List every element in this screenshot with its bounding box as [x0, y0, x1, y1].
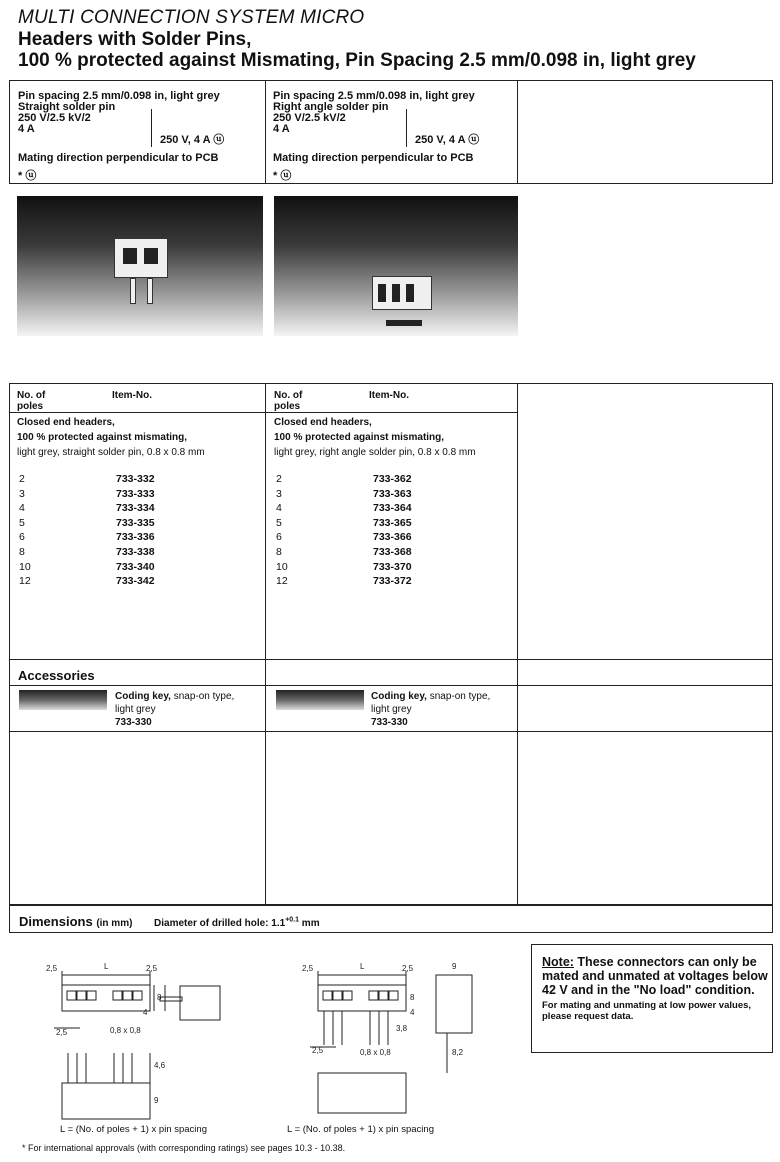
group-description: Closed end headers, 100 % protected against mismating, light grey, straight solder pin, 0.8 x 0.8 mm: [17, 417, 205, 458]
footnote: * For international approvals (with corresponding ratings) see pages 10.3 - 10.38.: [22, 1143, 346, 1153]
dim-label: 0,8 x 0,8: [360, 1048, 391, 1057]
accessories-heading: Accessories: [18, 668, 95, 683]
dim-label: 2,5: [56, 1028, 68, 1037]
dim-label: 2,5: [302, 964, 314, 973]
table-row: 3 733-363: [276, 487, 412, 500]
dim-label: 8: [157, 993, 162, 1002]
spec-line: 4 A: [273, 123, 290, 135]
product-photo-straight: [17, 196, 263, 336]
spec-line: 250 V/2.5 kV/2: [273, 112, 346, 124]
coding-key-photo: [19, 690, 107, 710]
table-row: 4 733-334: [19, 502, 155, 515]
spec-approval: * ⓤ: [273, 170, 292, 182]
note-small: For mating and unmating at low power values, please request data.: [542, 1000, 752, 1022]
dimensions-heading: Dimensions (in mm) Diameter of drilled hole: $1.1^{+0.1}$ mm: [19, 914, 320, 929]
spec-line: 4 A: [18, 123, 35, 135]
item-rows-right-angle: [276, 472, 476, 589]
table-row: 2 733-362: [276, 473, 412, 485]
item-rows-straight: [19, 472, 219, 589]
table-row: 4 733-364: [276, 502, 412, 515]
dim-label: 3,8: [396, 1024, 408, 1033]
accessory-item: Coding key, snap-on type, light grey 733-330: [371, 691, 491, 728]
spec-straight: [18, 90, 258, 182]
title-line-1: Headers with Solder Pins,: [18, 29, 252, 50]
dim-label: 8,2: [452, 1048, 464, 1057]
spec-line: 250 V/2.5 kV/2: [18, 112, 91, 124]
table-row: 6 733-366: [276, 531, 412, 544]
drill-hole-spec: Diameter of drilled hole: $1.1^{+0.1}$ mm: [154, 916, 320, 929]
product-photo-right-angle: [274, 196, 518, 336]
spec-rating: 250 V, 4 A ⓤ: [160, 134, 225, 146]
table-row: 8 733-368: [276, 545, 412, 558]
spec-mating: Mating direction perpendicular to PCB: [18, 152, 219, 164]
table-row: 6 733-336: [19, 531, 155, 544]
dim-label: 4: [143, 1008, 148, 1017]
col-header-poles: No. of poles: [17, 390, 46, 412]
formula-left: L = (No. of poles + 1) x pin spacing: [60, 1124, 207, 1135]
dim-label: 2,5: [312, 1046, 324, 1055]
table-row: 5 733-335: [19, 516, 155, 529]
table-row: 2 733-332: [19, 473, 155, 485]
table-row: 3 733-333: [19, 487, 155, 500]
dim-label: L: [104, 962, 109, 971]
dim-label: 8: [410, 993, 415, 1002]
dim-label: 2,5: [46, 964, 58, 973]
spec-rating: 250 V, 4 A ⓤ: [415, 134, 480, 146]
spec-approval: * ⓤ: [18, 170, 37, 182]
dim-label: 4: [410, 1008, 415, 1017]
page-title: [18, 29, 768, 71]
table-row: 12 733-372: [276, 575, 412, 588]
table-row: 5 733-365: [276, 516, 412, 529]
spec-line: Pin spacing 2.5 mm/0.098 in, light grey: [18, 90, 220, 102]
dim-label: 4,6: [154, 1061, 166, 1070]
spec-mating: Mating direction perpendicular to PCB: [273, 152, 474, 164]
col-header-item: Item-No.: [369, 390, 409, 401]
dim-label: 9: [154, 1096, 159, 1105]
note-text: These connectors can only be mated and unmated at voltages below 42 V and in the "No load" condition.: [542, 955, 768, 997]
dim-label: 2,5: [402, 964, 414, 973]
dim-label: L: [360, 962, 365, 971]
dim-label: 9: [452, 962, 457, 971]
coding-key-photo: [276, 690, 364, 710]
dimension-drawing-right-angle: [296, 955, 496, 1130]
spec-line: Pin spacing 2.5 mm/0.098 in, light grey: [273, 90, 475, 102]
dim-label: 0,8 x 0,8: [110, 1026, 141, 1035]
group-description: Closed end headers, 100 % protected against mismating, light grey, right angle solder pin, 0.8 x 0.8 mm: [274, 417, 476, 458]
spec-line: Straight solder pin: [18, 101, 116, 113]
col-header-item: Item-No.: [112, 390, 152, 401]
table-row: 10 733-340: [19, 560, 155, 573]
table-row: 8 733-338: [19, 545, 155, 558]
formula-right: L = (No. of poles + 1) x pin spacing: [287, 1124, 434, 1135]
table-row: 12 733-342: [19, 575, 155, 588]
dim-label: 2,5: [146, 964, 158, 973]
accessory-item: Coding key, snap-on type, light grey 733-330: [115, 691, 235, 728]
note-label: Note:: [542, 955, 574, 969]
table-row: 10 733-370: [276, 560, 412, 573]
spec-line: Right angle solder pin: [273, 101, 389, 113]
spec-right-angle: [273, 90, 513, 182]
item-table: [9, 383, 773, 905]
title-line-2: 100 % protected against Mismating, Pin Spacing 2.5 mm/0.098 in, light grey: [18, 50, 696, 71]
col-header-poles: No. of poles: [274, 390, 303, 412]
dimension-drawing-straight: [40, 955, 240, 1130]
note-box: [531, 944, 773, 1053]
series-title: MULTI CONNECTION SYSTEM MICRO: [18, 7, 365, 28]
